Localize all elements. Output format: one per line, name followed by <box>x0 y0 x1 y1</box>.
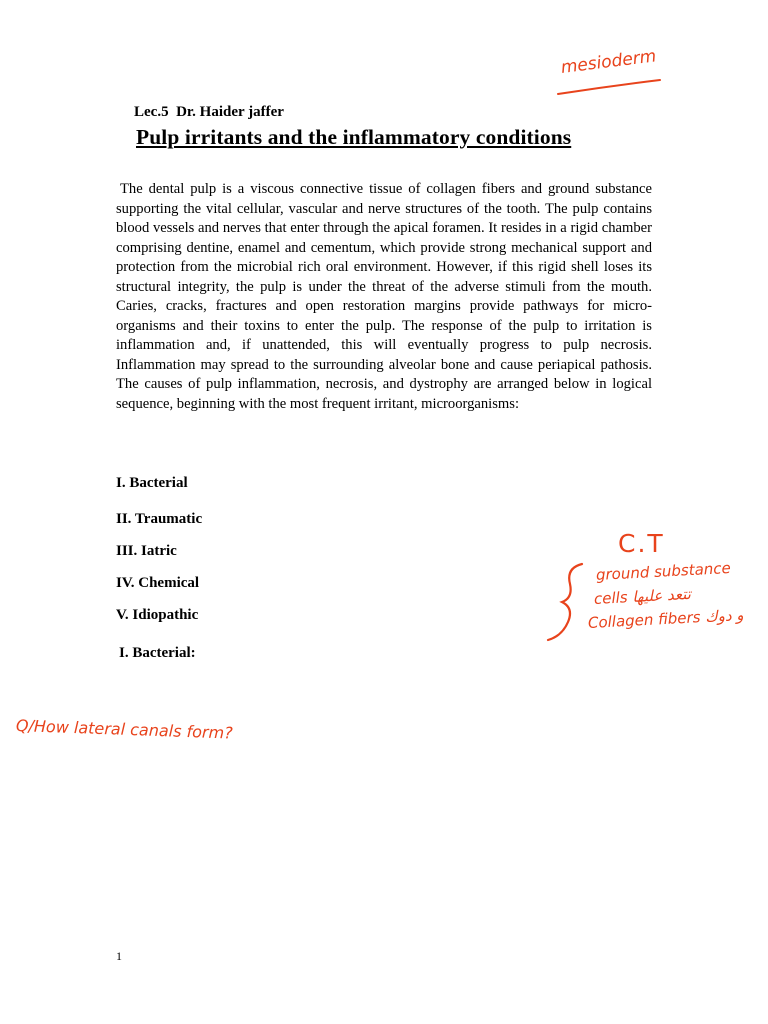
cause-bacterial: I. Bacterial <box>116 475 188 491</box>
lecture-header: Lec.5 Dr. Haider jaffer <box>134 104 284 120</box>
note-ct-item: ground substance <box>595 558 732 584</box>
ct-brace <box>548 564 582 640</box>
note-ct-item: cells تتعد عليها <box>593 584 692 608</box>
note-ct-item: Collagen fibers و دوك <box>587 605 744 632</box>
cause-traumatic: II. Traumatic <box>116 511 203 527</box>
cause-iatric: III. Iatric <box>116 543 177 559</box>
page-title: Pulp irritants and the inflammatory conditions <box>136 125 572 149</box>
mesioderm-underline <box>558 80 660 94</box>
note-ct: C.T <box>618 529 665 558</box>
body-paragraph: The dental pulp is a viscous connective tissue of collagen fibers and ground substance supporting the vital cellular, vascular and nerve structures of the tooth. The pulp contains blood vessels and nerves that enter through the apical foramen. It resides in a rigid chamber comprising dentine, enamel and cementum, which provide strong mechanical support and protection from the microbial rich oral environment. However, if this rigid shell loses its structural integrity, the pulp is under the threat of the adverse stimuli from the mouth. Caries, cracks, fractures and open restoration margins provide pathways for micro-organisms and their toxins to enter the pulp. The response of the pulp to irritation is inflammation and, if unattended, this will eventually progress to pulp necrosis. Inflammation may spread to the surrounding alveolar bone and cause periapical pathosis. The causes of pulp inflammation, necrosis, and dystrophy are arranged below in logical sequence, beginning with the most frequent irritant, microorganisms: <box>116 181 652 412</box>
section-heading-bacterial: I. Bacterial: <box>119 645 196 661</box>
page-number: 1 <box>116 949 122 963</box>
note-question: Q/How lateral canals form? <box>15 716 233 743</box>
cause-chemical: IV. Chemical <box>116 575 200 591</box>
note-mesioderm: mesioderm <box>559 46 658 78</box>
cause-idiopathic: V. Idiopathic <box>116 607 199 623</box>
